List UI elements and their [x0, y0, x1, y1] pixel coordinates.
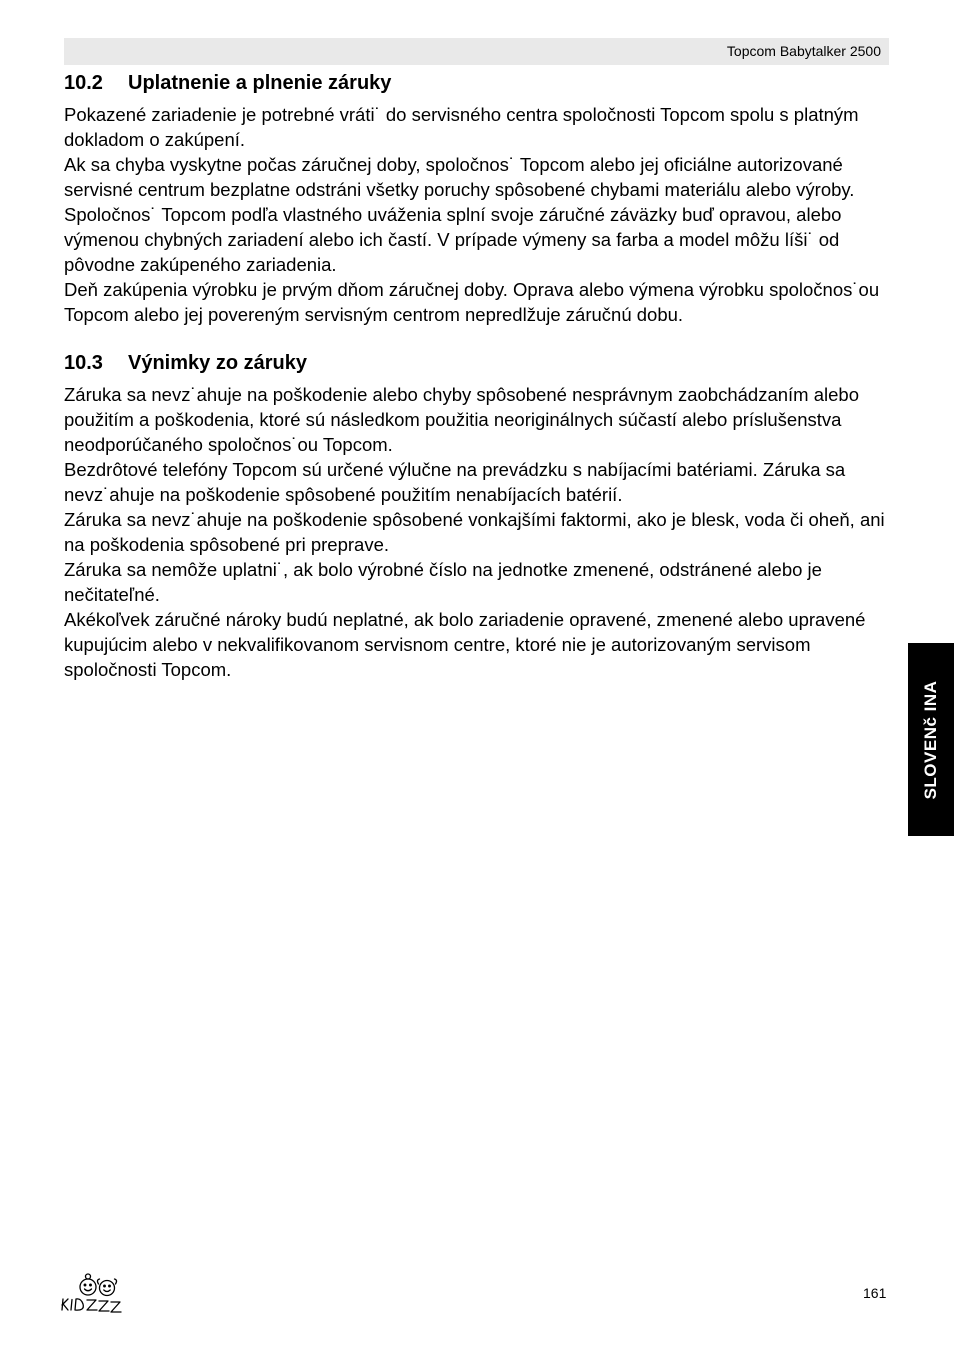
paragraph: Spoločnos˙ Topcom podľa vlastného uváženia splní svoje záručné záväzky buď opravou, alebo výmenou chybných zariadení alebo ich častí. V prípade výmeny sa farba a model môžu líši˙ od pôvodne zakúpeného zariadenia.: [64, 204, 842, 275]
paragraph: Deň zakúpenia výrobku je prvým dňom záručnej doby. Oprava alebo výmena výrobku spoločnos˙ou Topcom alebo jej povereným servisným centrom nepredlžuje záručnú dobu.: [64, 279, 880, 325]
section-title: Uplatnenie a plnenie záruky: [128, 72, 392, 94]
paragraph: Bezdrôtové telefóny Topcom sú určené výlučne na prevádzku s nabíjacími batériami. Záruka sa nevz˙ahuje na poškodenie spôsobené použitím nenabíjacích batérií.: [64, 459, 846, 505]
section-body: [64, 382, 894, 682]
document-title: Topcom Babytalker 2500: [726, 43, 881, 59]
section-warranty-exclusions: [64, 350, 894, 682]
paragraph: Akékoľvek záručné nároky budú neplatné, ak bolo zariadenie opravené, zmenené alebo upravené kupujúcim alebo v nekvalifikovanom servisnom centre, ktoré nie je autorizovaným servisom spoločnosti Topcom.: [64, 609, 866, 680]
paragraph: Pokazené zariadenie je potrebné vráti˙ do servisného centra spoločnosti Topcom spolu s platným dokladom o zakúpení.: [64, 104, 859, 150]
section-warranty-claim: [64, 70, 894, 327]
paragraph: Ak sa chyba vyskytne počas záručnej doby, spoločnos˙ Topcom alebo jej oficiálne autorizované servisné centrum bezplatne odstráni všetky poruchy spôsobené chybami materiálu alebo výroby.: [64, 154, 855, 200]
header-bar: [64, 38, 889, 65]
section-title: Výnimky zo záruky: [128, 352, 307, 374]
page-number: 161: [863, 1285, 887, 1301]
kidzzz-logo: [58, 1272, 134, 1314]
paragraph: Záruka sa nevz˙ahuje na poškodenie spôsobené vonkajšími faktormi, ako je blesk, voda či oheň, ani na poškodenia spôsobené pri preprave.: [64, 509, 885, 555]
section-number: 10.2: [64, 72, 103, 94]
section-heading: [64, 350, 894, 378]
paragraph: Záruka sa nevz˙ahuje na poškodenie alebo chyby spôsobené nesprávnym zaobchádzaním alebo použitím a poškodenia, ktoré sú následkom použitia neoriginálnych súčastí alebo príslušenstva neodporúčaného spoločnos˙ou Topcom.: [64, 384, 859, 455]
section-body: [64, 102, 894, 327]
section-heading: [64, 70, 894, 98]
paragraph: Záruka sa nemôže uplatni˙, ak bolo výrobné číslo na jednotke zmenené, odstránené alebo je nečitateľné.: [64, 559, 822, 605]
language-tab: [908, 643, 954, 836]
kidzzz-logo-icon: [58, 1272, 134, 1314]
language-tab-label: SLOVENč INA: [921, 680, 940, 799]
section-number: 10.3: [64, 352, 103, 374]
page-content: [64, 70, 894, 682]
